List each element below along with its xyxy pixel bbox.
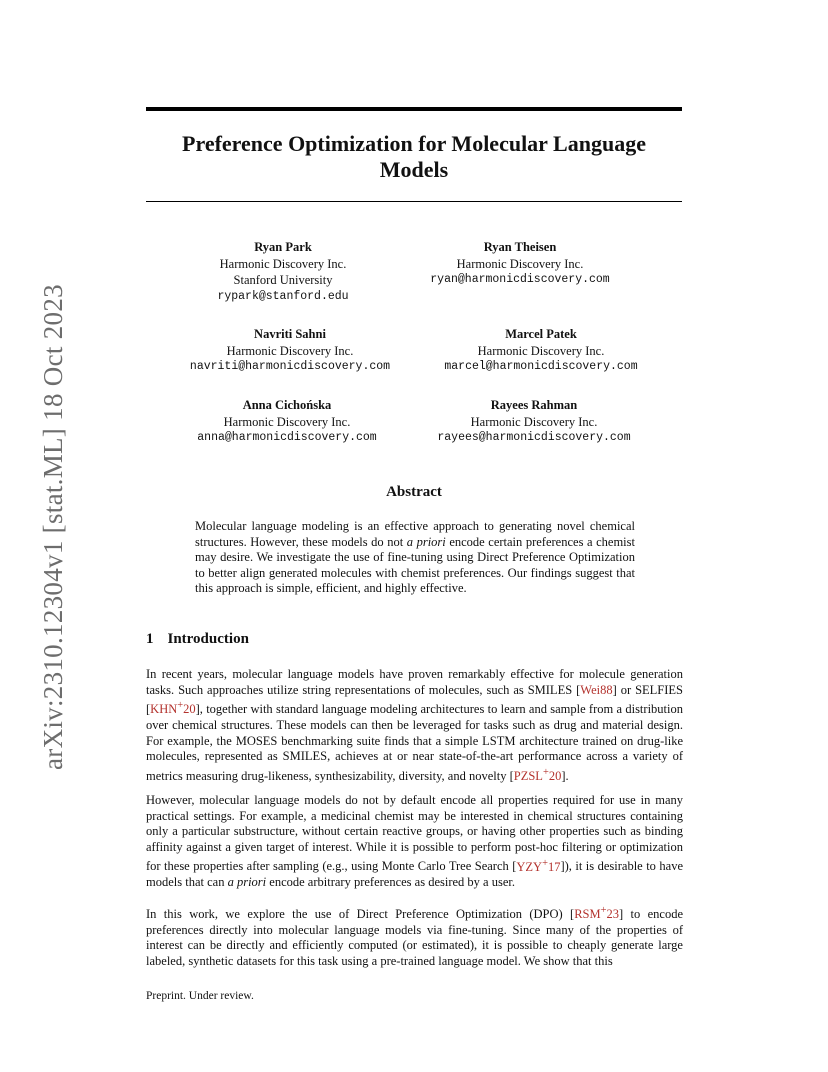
abstract-emphasis: a priori — [406, 534, 446, 549]
citation-superscript: + — [177, 700, 184, 712]
abstract-heading: Abstract — [386, 484, 442, 500]
author-email: rypark@stanford.edu — [217, 289, 349, 303]
citation-year: 20 — [183, 702, 196, 717]
intro-paragraph-3 — [146, 903, 683, 970]
abstract-text-part: encode certain preferences a chemist may desire. We investigate the use of fine-tuning using Direct Preference Optimization to better align generated molecules with chemist preferences. Our findings suggest that this approach is simple, efficient, and highly effective. — [195, 534, 635, 596]
citation-link[interactable] — [513, 766, 562, 783]
section-heading-introduction — [146, 631, 249, 648]
paragraph-text: In recent years, molecular language models have proven remarkably effective for molecule generation tasks. Such approaches utilize string representations of molecules, such as SMILES [ — [146, 667, 683, 697]
author-name: Anna Cichońska — [242, 398, 332, 412]
title-top-rule — [146, 107, 682, 111]
author-block-navriti-sahni — [165, 326, 415, 376]
citation-label: KHN — [150, 702, 178, 717]
citation-label: RSM — [574, 907, 601, 922]
author-name: Navriti Sahni — [254, 327, 326, 341]
citation-label: YZY — [516, 859, 543, 874]
paragraph-emphasis: a priori — [227, 875, 267, 890]
author-affiliation: Harmonic Discovery Inc. — [477, 343, 605, 358]
section-number: 1 — [146, 631, 154, 647]
author-block-anna-cichonska — [162, 397, 412, 447]
paragraph-text: ], together with standard language modeling architectures to learn and sample from a distribution over chemical structures. These models can then be leveraged for tasks such as drug and material design. For example, the MOSES benchmarking suite finds that a simple LSTM architecture trained on drug-like molecules, represented as SMILES, achieves at or near state-of-the-art performance across a variety of metrics measuring drug-likeness, synthesizability, diversity, and novelty [ — [146, 702, 683, 783]
author-name: Rayees Rahman — [490, 398, 578, 412]
author-block-ryan-park — [158, 239, 408, 305]
author-affiliation: Harmonic Discovery Inc. — [470, 414, 598, 429]
author-email: ryan@harmonicdiscovery.com — [430, 273, 610, 286]
paragraph-text: encode arbitrary preferences as desired by a user. — [266, 875, 515, 890]
author-affiliation: Stanford University — [233, 273, 333, 287]
paragraph-text: In this work, we explore the use of Direct Preference Optimization (DPO) [ — [146, 907, 575, 922]
citation-superscript: + — [542, 766, 549, 778]
author-email: marcel@harmonicdiscovery.com — [444, 360, 638, 373]
citation-label: Wei88 — [580, 682, 613, 697]
citation-link[interactable] — [150, 702, 195, 716]
section-title: Introduction — [167, 631, 249, 647]
paragraph-text: However, molecular language models do not by default encode all properties required for use in many practical settings. For example, a medicinal chemist may be interested in chemical structures containing only a particular substructure, without certain reactive groups, or having other properties such as binding affinity against a given target of interest. While it is possible to perform post-hoc filtering or optimization for these properties after sampling (e.g., using Monte Carlo Tree Search [ — [146, 793, 683, 874]
citation-year: 17 — [547, 859, 561, 874]
author-email: anna@harmonicdiscovery.com — [197, 431, 377, 444]
author-affiliation: Harmonic Discovery Inc. — [223, 414, 351, 429]
abstract-text — [195, 519, 635, 597]
author-block-rayees-rahman — [409, 397, 659, 447]
citation-link[interactable] — [580, 683, 612, 697]
intro-paragraph-2 — [146, 793, 683, 891]
paragraph-text: ] to encode preferences directly into molecular language models via fine-tuning. Since many of the properties of interest can be directly and efficiently computed (or estimated), it is possible to cheaply generate large labeled, synthetic datasets for this task using a pre-trained language model. We show that this — [146, 907, 683, 968]
title-bottom-rule — [146, 201, 682, 202]
author-affiliation: Harmonic Discovery Inc. — [456, 256, 584, 271]
author-block-ryan-theisen — [395, 239, 645, 289]
author-name: Marcel Patek — [505, 327, 577, 341]
citation-year: 20 — [548, 768, 562, 783]
citation-label: PZSL — [513, 768, 543, 783]
author-affiliation: Harmonic Discovery Inc. — [219, 256, 347, 271]
author-email: rayees@harmonicdiscovery.com — [437, 431, 631, 444]
paragraph-text: ]), it is desirable to have models that can — [146, 859, 683, 890]
author-affiliation: Harmonic Discovery Inc. — [226, 343, 354, 358]
citation-year: 23 — [606, 907, 619, 922]
citation-superscript: + — [600, 905, 607, 916]
author-name: Ryan Theisen — [483, 240, 557, 254]
paragraph-text: ]. — [561, 768, 569, 783]
citation-link[interactable] — [516, 857, 561, 874]
intro-paragraph-1 — [146, 667, 683, 784]
author-block-marcel-patek — [416, 326, 666, 376]
paragraph-text: ] or SELFIES [ — [146, 682, 683, 717]
author-email: navriti@harmonicdiscovery.com — [189, 360, 391, 373]
paper-title: Preference Optimization for Molecular Language Models — [182, 131, 646, 182]
abstract-text-part: Molecular language modeling is an effective approach to generating novel chemical structures. However, these models do not — [195, 519, 635, 549]
citation-superscript: + — [542, 857, 548, 869]
arxiv-identifier-sidebar: arXiv:2310.12304v1 [stat.ML] 18 Oct 2023 — [38, 284, 68, 770]
author-name: Ryan Park — [254, 240, 312, 254]
citation-link[interactable] — [574, 907, 619, 921]
preprint-footer: Preprint. Under review. — [146, 990, 254, 1002]
